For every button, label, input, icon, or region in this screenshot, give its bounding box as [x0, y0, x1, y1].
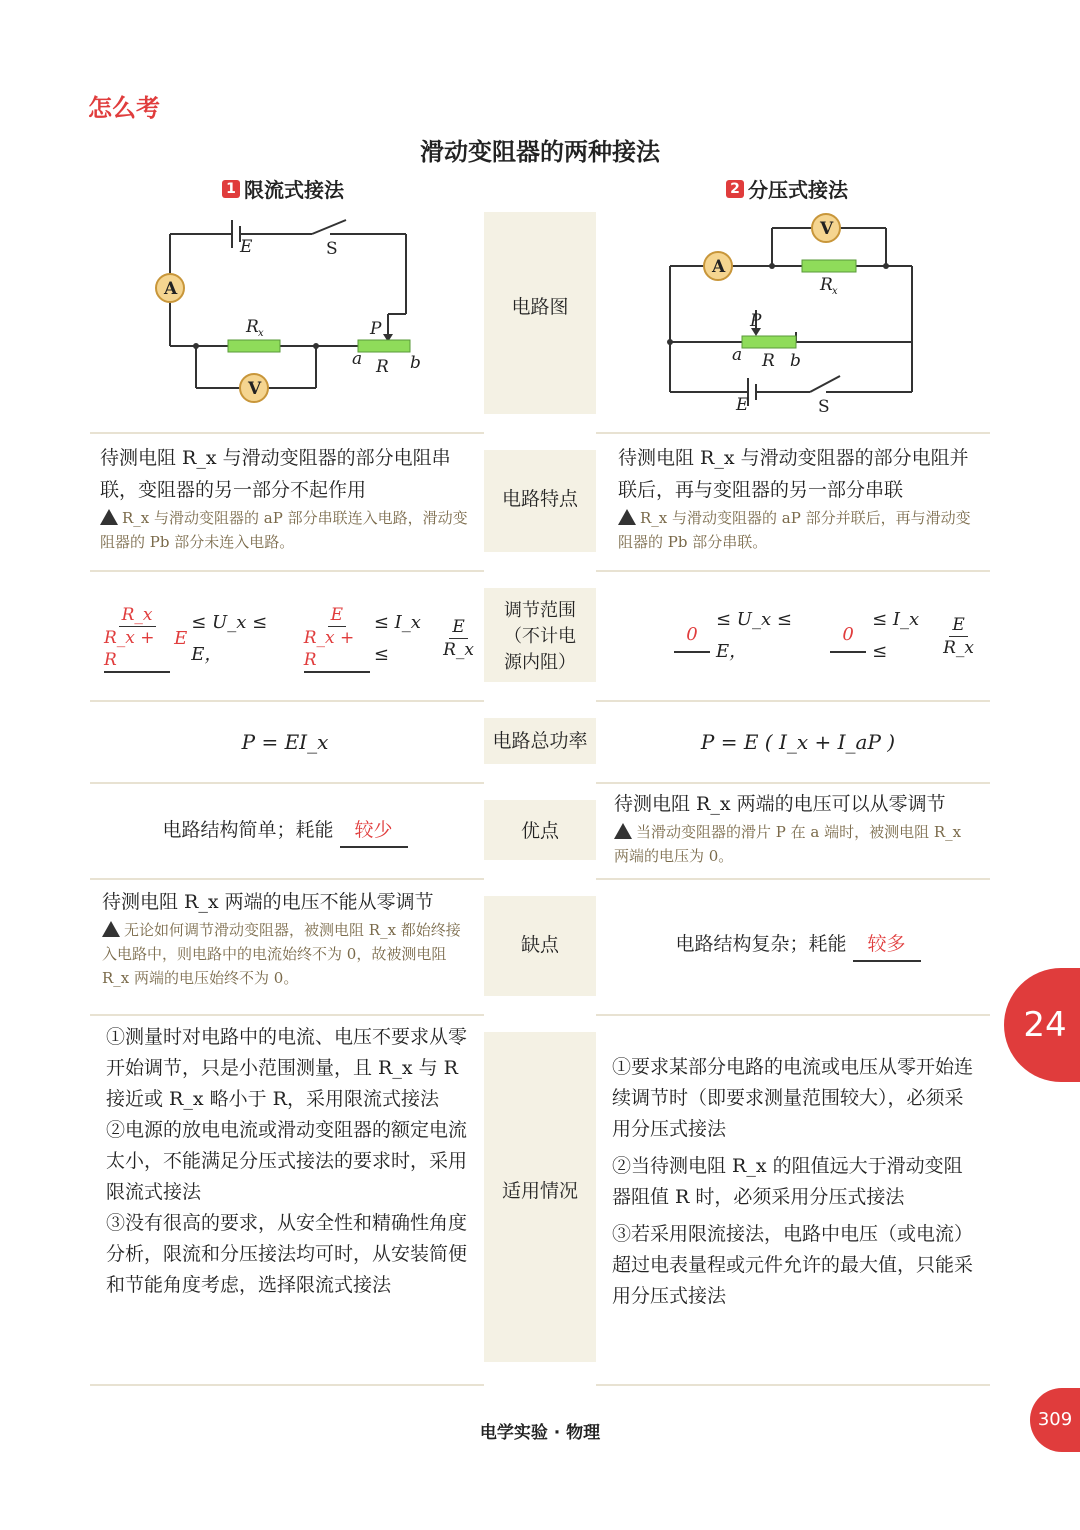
left-advantages-answer: 较少	[340, 814, 408, 848]
end-a-label: a	[732, 345, 743, 365]
left-disadvantages-note-text: 无论如何调节滑动变阻器，被测电阻 R_x 都始终接入电路中，则电路中的电流始终不为 0，故被测电阻 R_x 两端的电压始终不为 0。	[102, 921, 461, 987]
right-disadvantages-answer: 较多	[853, 928, 921, 962]
battery-label: E	[736, 395, 749, 415]
right-range-formula	[674, 604, 974, 668]
left-range-max: $\frac{E}{R\_x}$	[443, 617, 474, 660]
right-applicable-item-1: ①要求某部分电路的电流或电压从零开始连续调节时（即要求测量范围较大），必须采用分压式接法	[612, 1056, 974, 1140]
left-features-note-text: R_x 与滑动变阻器的 aP 部分串联连入电路，滑动变阻器的 Pb 部分未连入电路。	[100, 509, 468, 551]
left-advantages-text: 电路结构简单；耗能	[162, 819, 334, 841]
page-footer: 电学实验 · 物理	[479, 1423, 601, 1443]
right-range-answer-2: 0	[830, 619, 866, 653]
right-applicable-item-2: ②当待测电阻 R_x 的阻值远大于滑动变阻器阻值 R 时，必须采用分压式接法	[612, 1155, 963, 1208]
left-header-label: 限流式接法	[244, 178, 344, 202]
right-advantages-note	[614, 820, 980, 868]
rheostat-label: R	[376, 357, 389, 377]
resistor-rx-icon	[802, 260, 856, 272]
warning-icon	[618, 509, 636, 525]
page-title: 滑动变阻器的两种接法	[420, 138, 660, 166]
rheostat-icon	[742, 336, 796, 348]
row-label-applicable: 适用情况	[501, 1180, 578, 1202]
number-badge: 2	[726, 180, 744, 198]
resistor-rx-icon	[228, 340, 280, 352]
warning-icon	[100, 509, 118, 525]
left-column-header	[222, 174, 344, 203]
end-a-label: a	[352, 349, 363, 369]
left-range-e: E	[174, 627, 188, 649]
page-number: 309	[1030, 1388, 1080, 1452]
end-b-label: b	[410, 353, 421, 373]
right-power-formula: P = E ( I_x + I_aP )	[700, 730, 896, 754]
right-applicable-item-3: ③若采用限流接法，电路中电压（或电流）超过电表量程或元件允许的最大值，只能采用分压式接法	[612, 1223, 974, 1307]
left-advantages-cell	[100, 814, 470, 848]
ammeter-label: A	[712, 257, 726, 277]
left-disadvantages-cell	[102, 886, 472, 990]
right-range-answer-1: 0	[674, 619, 710, 653]
left-features-note	[100, 506, 470, 554]
slider-label: P	[370, 319, 382, 339]
right-features-note-text: R_x 与滑动变阻器的 aP 部分并联后，再与滑动变阻器的 Pb 部分串联。	[618, 509, 971, 551]
left-features-text: 待测电阻 R_x 与滑动变阻器的部分电阻串联，变阻器的另一部分不起作用	[100, 447, 451, 501]
left-range-formula	[104, 604, 474, 673]
right-range-i: ≤ I_x ≤	[872, 609, 920, 662]
rheostat-icon	[358, 340, 410, 352]
right-column-header	[726, 174, 848, 203]
row-label-disadvantages: 缺点	[520, 934, 559, 956]
row-divider-notch	[484, 996, 596, 1032]
limiting-circuit-diagram	[140, 210, 440, 410]
right-advantages-note-text: 当滑动变阻器的滑片 P 在 a 端时，被测电阻 R_x 两端的电压为 0。	[614, 823, 962, 865]
right-applicable-cell	[612, 1052, 978, 1312]
row-label-range: 调节范围（不计电源内阻）	[504, 600, 576, 673]
right-disadvantages-cell	[618, 928, 978, 962]
row-divider-notch	[484, 414, 596, 450]
row-divider-notch	[484, 860, 596, 896]
right-range-u: ≤ U_x ≤ E，	[716, 609, 792, 662]
resistor-subscript: x	[258, 328, 264, 339]
section-label: 怎么考	[88, 94, 160, 122]
battery-label: E	[240, 237, 253, 257]
right-advantages-cell	[614, 788, 980, 868]
right-disadvantages-text: 电路结构复杂；耗能	[675, 933, 847, 955]
number-badge: 1	[222, 180, 240, 198]
row-divider-notch	[484, 1366, 596, 1390]
right-advantages-text: 待测电阻 R_x 两端的电压可以从零调节	[614, 793, 946, 815]
switch-label: S	[326, 239, 338, 259]
row-label-power: 电路总功率	[492, 730, 588, 752]
row-divider-notch	[484, 682, 596, 718]
voltmeter-label: V	[248, 379, 262, 399]
row-divider-notch	[484, 764, 596, 800]
left-applicable-cell	[106, 1022, 468, 1301]
ammeter-label: A	[164, 279, 178, 299]
row-divider-notch	[484, 552, 596, 588]
row-label-advantages: 优点	[520, 820, 559, 842]
chapter-tab: 24	[1004, 968, 1080, 1082]
switch-label: S	[818, 397, 830, 417]
rheostat-label: R	[762, 351, 775, 371]
left-features-cell	[100, 442, 470, 554]
voltmeter-label: V	[820, 219, 834, 239]
right-features-cell	[618, 442, 978, 554]
right-features-note	[618, 506, 978, 554]
right-features-text: 待测电阻 R_x 与滑动变阻器的部分电阻并联后，再与变阻器的另一部分串联	[618, 447, 969, 501]
divider-circuit-diagram	[650, 206, 950, 418]
left-disadvantages-note	[102, 918, 472, 990]
left-range-i: ≤ I_x ≤	[373, 611, 421, 665]
left-range-answer-2: $\frac{E}{R\_x + R}$	[304, 604, 370, 673]
left-applicable-item-2: ②电源的放电电流或滑动变阻器的额定电流太小，不能满足分压式接法的要求时，采用限流式接法	[106, 1119, 468, 1203]
left-applicable-item-1: ①测量时对电路中的电流、电压不要求从零开始调节，只是小范围测量，且 R_x 与 R 接近或 R_x 略小于 R，采用限流式接法	[106, 1026, 468, 1110]
end-b-label: b	[790, 351, 801, 371]
left-applicable-item-3: ③没有很高的要求，从安全性和精确性角度分析，限流和分压接法均可时，从安装简便和节能角度考虑，选择限流式接法	[106, 1212, 468, 1296]
resistor-subscript: x	[832, 286, 838, 297]
resistor-label: R	[246, 317, 259, 337]
warning-icon	[614, 823, 632, 839]
left-disadvantages-text: 待测电阻 R_x 两端的电压不能从零调节	[102, 891, 434, 913]
row-label-circuit: 电路图	[511, 296, 569, 318]
warning-icon	[102, 921, 120, 937]
left-range-answer-1: $\frac{R\_x}{R\_x + R}$	[104, 604, 170, 673]
left-range-u: ≤ U_x ≤ E，	[191, 611, 268, 665]
row-label-features: 电路特点	[501, 488, 578, 510]
resistor-label: R	[820, 275, 833, 295]
right-header-label: 分压式接法	[748, 178, 848, 202]
left-power-formula: P = EI_x	[241, 730, 329, 754]
right-range-max: $\frac{E}{R\_x}$	[943, 614, 974, 658]
slider-label: P	[750, 311, 762, 331]
